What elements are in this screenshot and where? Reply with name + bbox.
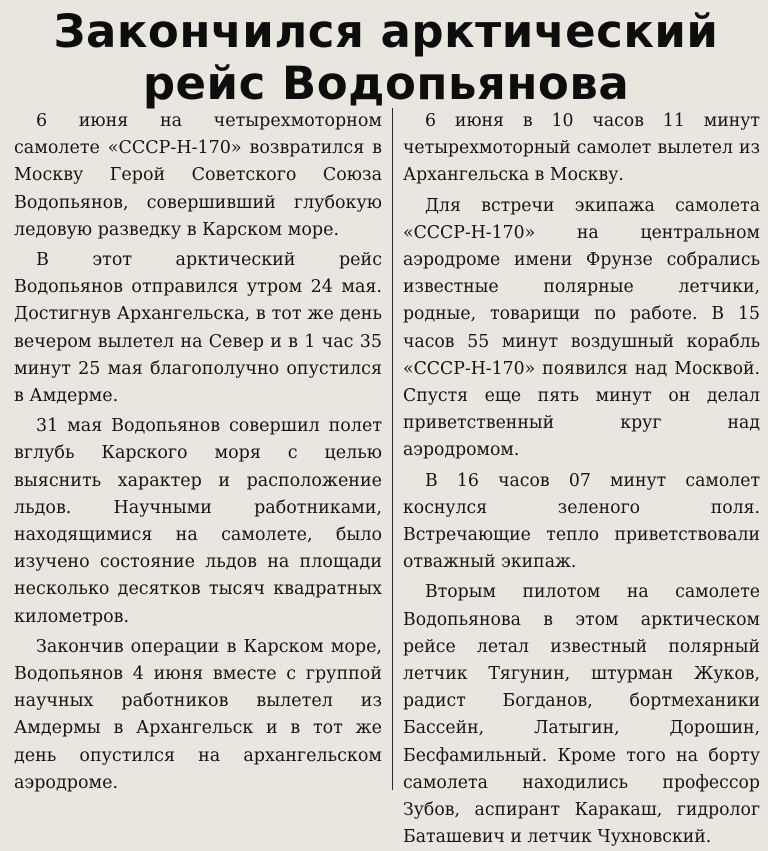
article-headline: Закончился арктический рейс Водопьянова — [53, 5, 719, 110]
article-body — [14, 108, 760, 848]
paragraph: 31 мая Водопьянов совершил полет вглубь Карского моря с целью выяснить характер и расположение льдов. Научными работниками, находящимися на самолете, было изучено состояние льдов на площади несколько десятков тысяч квадратных километров. — [14, 416, 382, 627]
right-column — [392, 108, 760, 848]
paragraph: В этот арктический рейс Водопьянов отправился утром 24 мая. Достигнув Архангельска, в тот же день вечером вылетел на Север и в 1 час 35 минут 25 мая благополучно опустился в Амдерме. — [14, 250, 382, 407]
paragraph: Закончив операции в Карском море, Водопьянов 4 июня вместе с группой научных работников вылетел из Амдермы в Архангельск и в тот же день опустился на архангельском аэродроме. — [14, 636, 382, 793]
paragraph: 6 июня на четырехмоторном самолете «СССР-Н-170» возвратился в Москву Герой Советского Союза Водопьянов, совершивший глубокую ледовую разведку в Карском море. — [14, 111, 382, 240]
paragraph: В 16 часов 07 минут самолет коснулся зеленого поля. Встречающие тепло приветствовали отважный экипаж. — [403, 470, 760, 573]
left-column — [14, 108, 392, 793]
paragraph: Для встречи экипажа самолета «СССР-Н-170» на центральном аэродроме имени Фрунзе собрались известные полярные летчики, родные, товарищи по работе. В 15 часов 55 минут воздушный корабль «СССР-Н-170» появился над Москвой. Спустя еще пять минут он делал приветственный круг над аэродромом. — [403, 195, 760, 461]
paragraph: Вторым пилотом на самолете Водопьянова в этом арктическом рейсе летал известный полярный летчик Тягунин, штурман Жуков, радист Богданов, бортмеханики Бассейн, Латыгин, Дорошин, Бесфамильный. Кроме того на борту самолета находились профессор Зубов, аспирант Каракаш, гидролог Баташевич и летчик Чухновский. — [403, 582, 760, 848]
paragraph: 6 июня в 10 часов 11 минут четырехмоторный самолет вылетел из Архангельска в Москву. — [403, 111, 760, 186]
